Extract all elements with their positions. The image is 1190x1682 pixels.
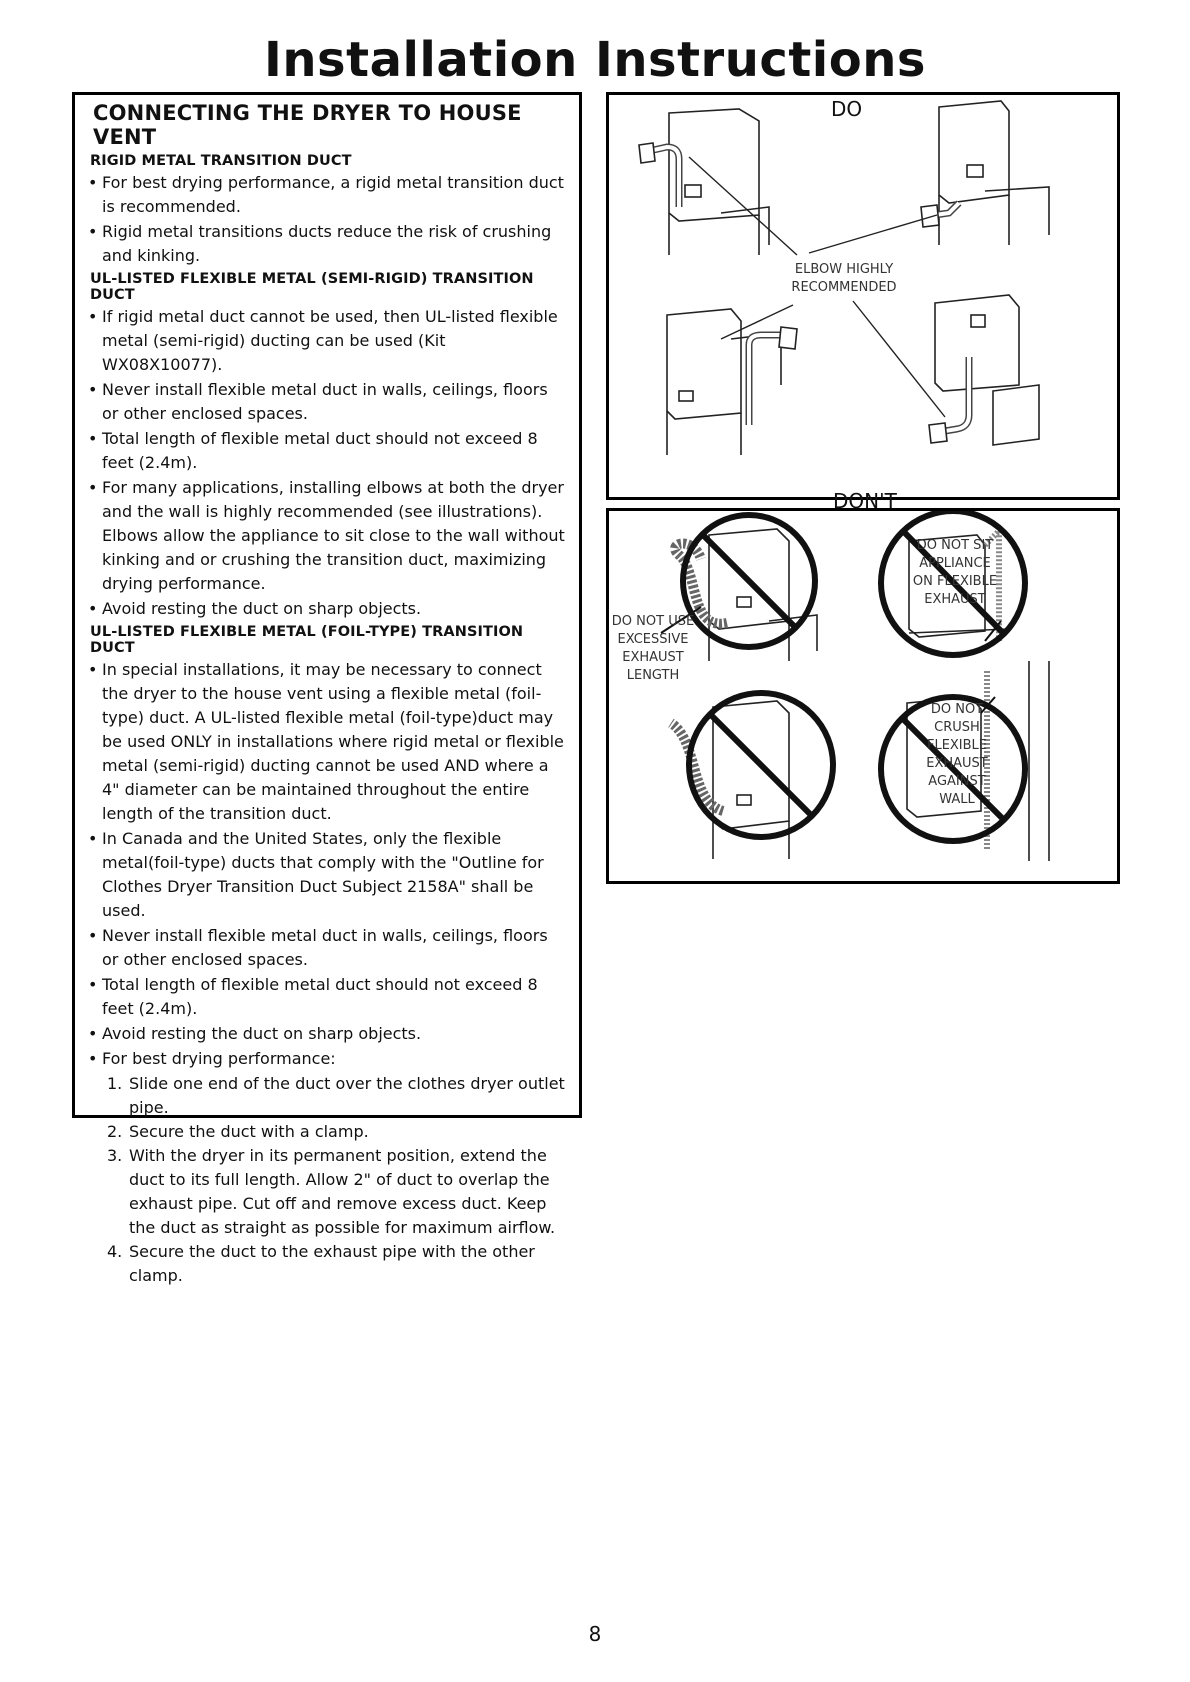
excess-label-line2: EXCESSIVE [617, 632, 689, 647]
crush-label-line5: AGAINST [928, 774, 986, 789]
step-text: Secure the duct to the exhaust pipe with the other clamp. [129, 1242, 535, 1285]
dont-illustration [609, 511, 1117, 881]
crush-label-line2: CRUSH [934, 720, 980, 735]
sit-label-line1: DO NOT SIT [916, 538, 994, 553]
bullet-item: • Never install flexible metal duct in walls, ceilings, floors or other enclosed spaces. [86, 924, 569, 972]
bullet-item: • If rigid metal duct cannot be used, then UL-listed flexible metal (semi-rigid) ducting can be used (Kit WX08X10077). [86, 305, 569, 377]
rigid-duct-heading: RIGID METAL TRANSITION DUCT [90, 153, 352, 169]
bullet-item: • Rigid metal transitions ducts reduce the risk of crushing and kinking. [86, 220, 569, 268]
crush-label-line6: WALL [939, 792, 975, 807]
instructions-text-box [72, 92, 582, 1285]
step-text: With the dryer in its permanent position, extend the duct to its full length. Allow 2" of duct to overlap the exhaust pipe. Cut off and remove excess duct. Keep the duct as straight as possible for maximum airflow. [129, 1146, 556, 1237]
dont-illustration-box [606, 489, 1120, 884]
bullet-item: • For best drying performance, a rigid metal transition duct is recommended. [86, 171, 569, 219]
excess-label-line1: DO NOT USE [611, 614, 695, 629]
drying-steps-list [93, 1072, 569, 1288]
bullet-item: • Total length of flexible metal duct should not exceed 8 feet (2.4m). [86, 427, 569, 475]
section-title: CONNECTING THE DRYER TO HOUSE VENT [93, 101, 522, 149]
excess-label-line4: LENGTH [626, 668, 680, 683]
do-heading: DO [831, 97, 863, 121]
step-text: Slide one end of the duct over the clothes dryer outlet pipe. [129, 1074, 565, 1117]
bullet-item: • Never install flexible metal duct in walls, ceilings, floors or other enclosed spaces. [86, 378, 569, 426]
step-number: 3. [107, 1146, 123, 1165]
step-item [99, 1144, 569, 1240]
page-title: Installation Instructions [264, 32, 926, 88]
bullet-item: • Total length of flexible metal duct should not exceed 8 feet (2.4m). [86, 973, 569, 1021]
rigid-duct-list [93, 171, 569, 268]
bullet-item: • For many applications, installing elbows at both the dryer and the wall is highly recommended (see illustrations). Elbows allow the appliance to sit close to the wall without kinking and or crushing the transition duct, maximizing drying performance. [86, 476, 569, 596]
crush-label-line3: FLEXIBLE [926, 738, 988, 753]
step-number: 1. [107, 1074, 123, 1093]
foil-duct-list [93, 658, 569, 1071]
dont-heading: DON'T [833, 489, 897, 513]
bullet-item: • In special installations, it may be necessary to connect the dryer to the house vent using a flexible metal (foil-type) duct. A UL-listed flexible metal (foil-type)duct may be used ONLY in installations where rigid metal or flexible metal (semi-rigid) ducting cannot be used AND where a 4" diameter can be maintained throughout the entire length of the transition duct. [86, 658, 569, 826]
elbow-callout-line1: ELBOW HIGHLY [794, 262, 894, 277]
semi-rigid-duct-list [93, 305, 569, 621]
do-illustration-box [606, 92, 1120, 500]
step-item [99, 1120, 569, 1144]
step-number: 4. [107, 1242, 123, 1261]
bullet-item: • For best drying performance: [86, 1047, 569, 1071]
step-text: Secure the duct with a clamp. [129, 1122, 369, 1141]
step-item [99, 1072, 569, 1120]
sit-label-line3: ON FLEXIBLE [912, 574, 998, 589]
page-number: 8 [588, 1622, 602, 1646]
bullet-item: • In Canada and the United States, only the flexible metal(foil-type) ducts that comply with the "Outline for Clothes Dryer Transition Duct Subject 2158A" shall be used. [86, 827, 569, 923]
elbow-callout-line2: RECOMMENDED [791, 280, 897, 295]
bullet-item: • Avoid resting the duct on sharp objects. [86, 1022, 569, 1046]
foil-duct-heading: UL-LISTED FLEXIBLE METAL (FOIL-TYPE) TRANSITION DUCT [90, 624, 524, 656]
crush-label-line1: DO NOT [930, 702, 984, 717]
excess-label-line3: EXHAUST [622, 650, 684, 665]
crush-label-line4: EXHAUST [926, 756, 988, 771]
sit-label-line2: APPLIANCE [919, 556, 991, 571]
sit-label-line4: EXHAUST [924, 592, 986, 607]
step-item [99, 1240, 569, 1288]
bullet-item: • Avoid resting the duct on sharp objects. [86, 597, 569, 621]
step-number: 2. [107, 1122, 123, 1141]
semi-rigid-duct-heading: UL-LISTED FLEXIBLE METAL (SEMI-RIGID) TRANSITION DUCT [90, 271, 534, 303]
